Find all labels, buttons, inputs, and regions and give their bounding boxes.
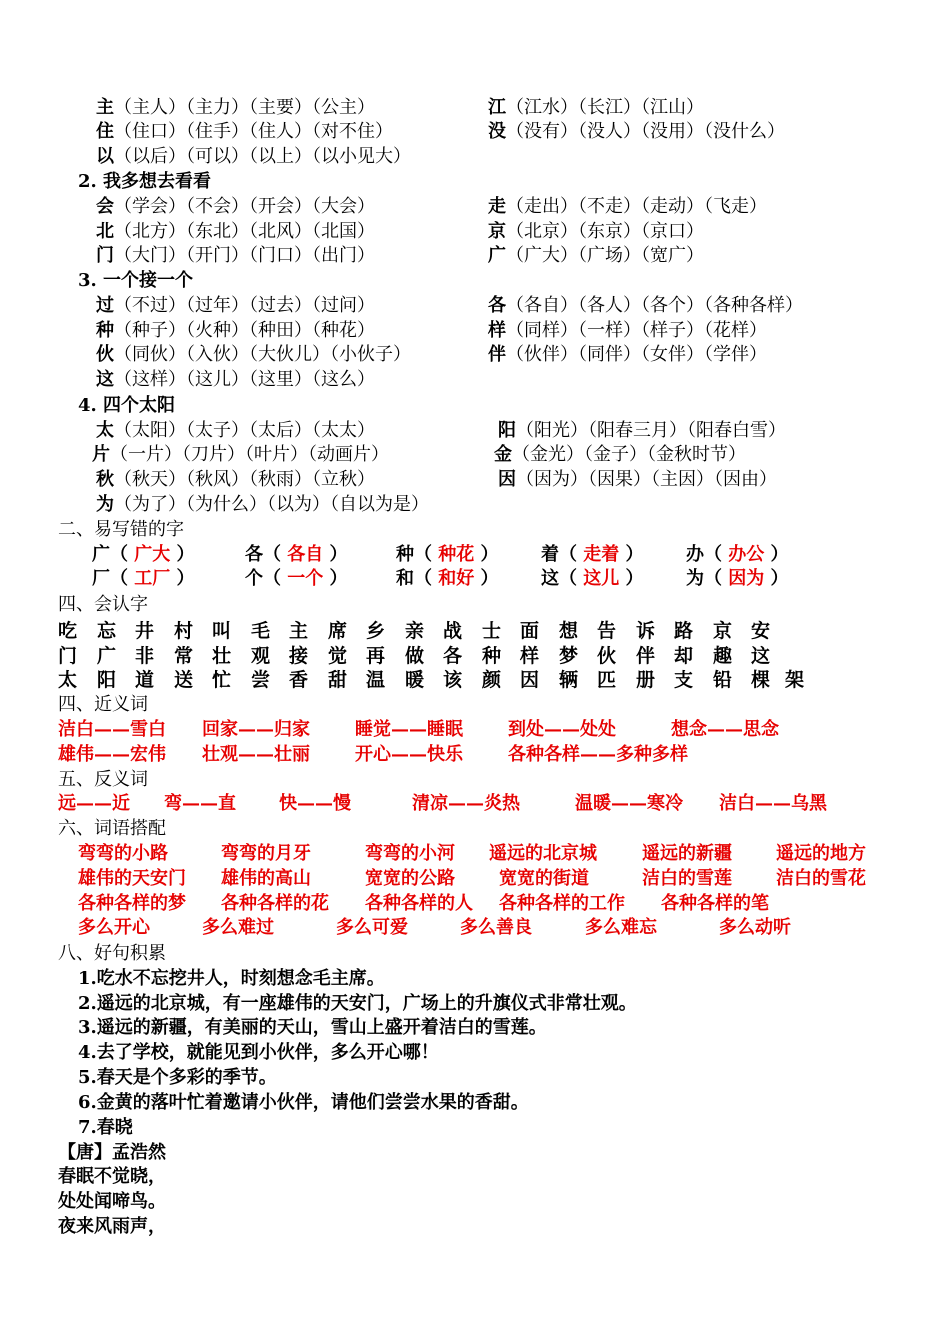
err-2-3: 这（ 这儿 ）	[541, 568, 644, 589]
sentence-2: 2.遥远的北京城，有一座雄伟的天安门，广场上的升旗仪式非常壮观。	[78, 993, 637, 1014]
rec-char: 因	[520, 669, 540, 691]
g3-left-2: 伙（同伙）（入伙）（大伙儿）（小伙子）	[96, 344, 411, 365]
collocation-item: 雄伟的天安门	[78, 868, 186, 889]
collocation-item: 洁白的雪莲	[642, 868, 732, 889]
rec-char: 告	[597, 620, 617, 642]
collocation-row-2	[0, 867, 950, 891]
poem-line-1: 春眠不觉晓，	[58, 1166, 166, 1187]
rec-char: 道	[135, 669, 155, 691]
sentence-1: 1.吃水不忘挖井人，时刻想念毛主席。	[78, 968, 385, 989]
rec-char: 想	[559, 620, 579, 642]
rec-char: 颜	[482, 669, 502, 691]
rec-char: 非	[135, 645, 155, 667]
sentence-7: 7.春晓	[78, 1117, 133, 1138]
g1-right-0: 江（江水）（长江）（江山）	[488, 97, 704, 118]
antonyms-row-1	[0, 792, 950, 816]
rec-char: 席	[328, 620, 348, 642]
collocation-item: 各种各样的工作	[499, 893, 625, 914]
g2-left-1: 北（北方）（东北）（北风）（北国）	[96, 221, 375, 242]
rec-char: 村	[174, 620, 194, 642]
rec-char: 这	[751, 645, 771, 667]
g2-right-1: 京（北京）（东京）（京口）	[488, 221, 704, 242]
errors-title: 二、易写错的字	[58, 519, 184, 540]
rec-char: 安	[751, 620, 771, 642]
rec-char: 壮	[212, 645, 232, 667]
collocation-title: 六、词语搭配	[58, 818, 166, 839]
rec-char: 温	[366, 669, 386, 691]
collocation-item: 遥远的新疆	[642, 843, 732, 864]
collocation-item: 宽宽的公路	[365, 868, 455, 889]
synonyms-row-1	[0, 718, 950, 742]
rec-char: 棵	[751, 669, 771, 691]
collocation-item: 各种各样的梦	[78, 893, 186, 914]
collocation-item: 宽宽的街道	[499, 868, 589, 889]
rec-char: 样	[520, 645, 540, 667]
sentence-5: 5.春天是个多彩的季节。	[78, 1067, 277, 1088]
collocation-item: 遥远的北京城	[489, 843, 597, 864]
rec-char: 暖	[405, 669, 425, 691]
g4-right-2: 因（因为）（因果）（主因）（因由）	[498, 469, 777, 490]
rec-char: 忙	[212, 669, 232, 691]
antonym-pair: 弯——直	[164, 793, 236, 814]
collocation-item: 各种各样的花	[221, 893, 329, 914]
errors-row-2	[0, 567, 950, 591]
synonym-pair: 洁白——雪白	[58, 719, 166, 740]
poem-line-2: 处处闻啼鸟。	[58, 1191, 166, 1212]
rec-char: 亲	[405, 620, 425, 642]
g3-right-1: 样（同样）（一样）（样子）（花样）	[488, 320, 767, 341]
rec-char: 再	[366, 645, 386, 667]
rec-char: 觉	[328, 645, 348, 667]
g3-left-0: 过（不过）（过年）（过去）（过问）	[96, 295, 375, 316]
g4-left-1: 片（一片）（刀片）（叶片）（动画片）	[92, 444, 389, 465]
rec-char: 辆	[559, 669, 579, 691]
g4-left-3: 为（为了）（为什么）（以为）（自以为是）	[96, 494, 429, 515]
rec-char: 甜	[328, 669, 348, 691]
rec-char: 士	[482, 620, 502, 642]
g4-left-0: 太（太阳）（太子）（太后）（太太）	[96, 420, 375, 441]
collocation-row-1	[0, 842, 950, 866]
err-1-1: 各（ 各自 ）	[245, 544, 348, 565]
recognize-row-2	[0, 644, 950, 668]
rec-char: 支	[674, 669, 694, 691]
rec-char: 种	[482, 645, 502, 667]
synonym-pair: 雄伟——宏伟	[58, 744, 166, 765]
g2-right-0: 走（走出）（不走）（走动）（飞走）	[488, 196, 767, 217]
collocation-row-3	[0, 892, 950, 916]
rec-char: 香	[289, 669, 309, 691]
rec-char: 伙	[597, 645, 617, 667]
collocation-item: 多么难过	[202, 917, 274, 938]
sentence-3: 3.遥远的新疆，有美丽的天山，雪山上盛开着洁白的雪莲。	[78, 1017, 547, 1038]
err-2-1: 个（ 一个 ）	[245, 568, 348, 589]
rec-char: 各	[443, 645, 463, 667]
collocation-row-4	[0, 916, 950, 940]
rec-char: 面	[520, 620, 540, 642]
synonym-pair: 各种各样——多种多样	[508, 744, 688, 765]
g1-right-1: 没（没有）（没人）（没用）（没什么）	[488, 121, 785, 142]
g4-title: 4. 四个太阳	[78, 395, 176, 416]
sentence-4: 4.去了学校，就能见到小伙伴，多么开心哪！	[78, 1042, 439, 1063]
rec-char: 送	[174, 669, 194, 691]
err-2-4: 为（ 因为 ）	[686, 568, 789, 589]
synonym-pair: 想念——思念	[671, 719, 779, 740]
err-1-2: 种（ 种花 ）	[396, 544, 499, 565]
rec-char: 却	[674, 645, 694, 667]
poem-line-3: 夜来风雨声，	[58, 1216, 166, 1237]
collocation-item: 多么动听	[719, 917, 791, 938]
antonym-pair: 快——慢	[279, 793, 351, 814]
rec-char: 主	[289, 620, 309, 642]
antonyms-title: 五、反义词	[58, 769, 148, 790]
g3-left-1: 种（种子）（火种）（种田）（种花）	[96, 320, 375, 341]
g2-left-0: 会（学会）（不会）（开会）（大会）	[96, 196, 375, 217]
rec-char: 忘	[97, 620, 117, 642]
rec-char: 门	[58, 645, 78, 667]
err-1-3: 着（ 走着 ）	[541, 544, 644, 565]
recognize-row-3	[0, 668, 950, 692]
rec-char: 毛	[251, 620, 271, 642]
collocation-item: 各种各样的人	[365, 893, 473, 914]
poem-author: 【唐】孟浩然	[58, 1142, 166, 1163]
sentence-6: 6.金黄的落叶忙着邀请小伙伴，请他们尝尝水果的香甜。	[78, 1092, 529, 1113]
sentences-title: 八、好句积累	[58, 943, 166, 964]
collocation-item: 洁白的雪花	[776, 868, 866, 889]
rec-char: 叫	[212, 620, 232, 642]
synonym-pair: 开心——快乐	[355, 744, 463, 765]
g1-left-2: 以（以后）（可以）（以上）（以小见大）	[96, 146, 411, 167]
collocation-item: 弯弯的小河	[365, 843, 455, 864]
collocation-item: 多么难忘	[585, 917, 657, 938]
g3-title: 3. 一个接一个	[78, 270, 194, 291]
rec-char: 观	[251, 645, 271, 667]
errors-row-1	[0, 543, 950, 567]
g2-left-2: 门（大门）（开门）（门口）（出门）	[96, 245, 375, 266]
err-1-4: 办（ 办公 ）	[686, 544, 789, 565]
rec-char: 诉	[636, 620, 656, 642]
rec-char: 册	[636, 669, 656, 691]
synonym-pair: 壮观——壮丽	[202, 744, 310, 765]
synonym-pair: 到处——处处	[508, 719, 616, 740]
rec-char: 路	[674, 620, 694, 642]
err-1-0: 广（ 广大 ）	[92, 544, 195, 565]
antonym-pair: 远——近	[58, 793, 130, 814]
rec-char: 阳	[97, 669, 117, 691]
rec-char: 梦	[559, 645, 579, 667]
collocation-item: 多么善良	[460, 917, 532, 938]
antonym-pair: 洁白——乌黑	[719, 793, 827, 814]
collocation-item: 多么可爱	[336, 917, 408, 938]
rec-char: 铅	[713, 669, 733, 691]
rec-char: 架	[785, 669, 805, 691]
g1-left-0: 主（主人）（主力）（主要）（公主）	[96, 97, 375, 118]
rec-char: 尝	[251, 669, 271, 691]
synonym-pair: 睡觉——睡眠	[355, 719, 463, 740]
rec-char: 常	[174, 645, 194, 667]
antonym-pair: 清凉——炎热	[412, 793, 520, 814]
rec-char: 太	[58, 669, 78, 691]
collocation-item: 多么开心	[78, 917, 150, 938]
err-2-2: 和（ 和好 ）	[396, 568, 499, 589]
rec-char: 匹	[597, 669, 617, 691]
antonym-pair: 温暖——寒冷	[575, 793, 683, 814]
g3-right-2: 伴（伙伴）（同伴）（女伴）（学伴）	[488, 344, 767, 365]
rec-char: 趣	[713, 645, 733, 667]
g3-left-3: 这（这样）（这儿）（这里）（这么）	[96, 369, 375, 390]
g2-title: 2. 我多想去看看	[78, 171, 212, 192]
rec-char: 井	[135, 620, 155, 642]
recognize-title: 四、会认字	[58, 594, 148, 615]
rec-char: 战	[443, 620, 463, 642]
rec-char: 做	[405, 645, 425, 667]
g4-left-2: 秋（秋天）（秋风）（秋雨）（立秋）	[96, 469, 375, 490]
err-2-0: 厂（ 工厂 ）	[92, 568, 195, 589]
rec-char: 伴	[636, 645, 656, 667]
rec-char: 吃	[58, 620, 78, 642]
g3-right-0: 各（各自）（各人）（各个）（各种各样）	[488, 295, 803, 316]
collocation-item: 各种各样的笔	[661, 893, 769, 914]
collocation-item: 雄伟的高山	[221, 868, 311, 889]
synonyms-title: 四、近义词	[58, 694, 148, 715]
collocation-item: 弯弯的小路	[78, 843, 168, 864]
collocation-item: 遥远的地方	[776, 843, 866, 864]
g1-left-1: 住（住口）（住手）（住人）（对不住）	[96, 121, 393, 142]
rec-char: 该	[443, 669, 463, 691]
rec-char: 乡	[366, 620, 386, 642]
synonyms-row-2	[0, 743, 950, 767]
collocation-item: 弯弯的月牙	[221, 843, 311, 864]
rec-char: 京	[713, 620, 733, 642]
synonym-pair: 回家——归家	[202, 719, 310, 740]
rec-char: 接	[289, 645, 309, 667]
g4-right-0: 阳（阳光）（阳春三月）（阳春白雪）	[498, 420, 786, 441]
rec-char: 广	[97, 645, 117, 667]
g4-right-1: 金（金光）（金子）（金秋时节）	[494, 444, 746, 465]
recognize-row-1	[0, 619, 950, 643]
g2-right-2: 广（广大）（广场）（宽广）	[488, 245, 704, 266]
